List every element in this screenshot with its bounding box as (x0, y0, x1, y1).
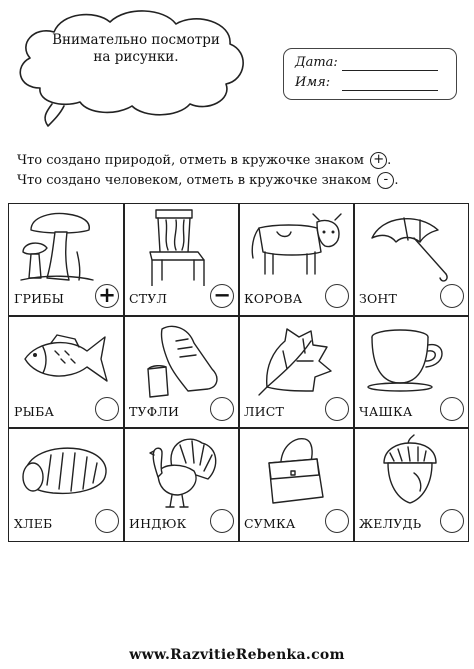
cloud-line-2: на рисунки. (93, 49, 179, 65)
answer-circle[interactable]: + (95, 284, 119, 308)
picture-grid (8, 203, 469, 542)
name-label: Имя: (295, 75, 331, 90)
cell-bread (9, 429, 124, 542)
name-field[interactable] (342, 90, 438, 91)
minus-symbol: - (377, 172, 394, 189)
cell-label: ЖЕЛУДЬ (359, 516, 422, 531)
shoes-icon (132, 321, 232, 399)
leaf-icon (247, 321, 347, 399)
cell-shoes (124, 317, 239, 430)
mushrooms-icon (17, 208, 117, 286)
answer-circle[interactable] (325, 509, 349, 533)
instruction-human-text: Что создано человеком, отметь в кружочке знаком (17, 173, 372, 188)
instruction-nature: Что создано природой, отметь в кружочке знаком + . (17, 152, 392, 168)
bag-icon (247, 433, 347, 511)
cell-label: СУМКА (244, 516, 296, 531)
cup-icon (362, 321, 462, 399)
cell-label: КОРОВА (244, 291, 303, 306)
cow-icon (247, 208, 347, 286)
cell-umbrella (354, 204, 469, 317)
cell-label: ТУФЛИ (129, 404, 180, 419)
date-field[interactable] (342, 70, 438, 71)
bread-icon (17, 433, 117, 511)
cell-chair (124, 204, 239, 317)
cell-fish (9, 317, 124, 430)
cloud-text (36, 32, 236, 66)
answer-circle[interactable] (95, 509, 119, 533)
instruction-nature-text: Что создано природой, отметь в кружочке знаком (17, 153, 365, 168)
instruction-human: Что создано человеком, отметь в кружочке знаком - . (17, 172, 399, 188)
answer-circle[interactable]: − (210, 284, 234, 308)
cell-mushrooms (9, 204, 124, 317)
answer-circle[interactable] (325, 397, 349, 421)
turkey-icon (132, 433, 232, 511)
cell-label: ЧАШКА (359, 404, 413, 419)
umbrella-icon (362, 208, 462, 286)
thought-cloud (0, 0, 258, 132)
cell-label: СТУЛ (129, 291, 168, 306)
cell-label: ИНДЮК (129, 516, 187, 531)
footer-site[interactable]: www.RazvitieRebenka.com (129, 647, 345, 663)
cell-acorn (354, 429, 469, 542)
answer-circle[interactable] (325, 284, 349, 308)
cell-label: ГРИБЫ (14, 291, 65, 306)
date-label: Дата: (295, 55, 338, 70)
plus-symbol: + (370, 152, 387, 169)
cell-turkey (124, 429, 239, 542)
answer-circle[interactable] (210, 509, 234, 533)
answer-circle[interactable] (440, 397, 464, 421)
chair-icon (132, 208, 232, 286)
answer-circle[interactable] (210, 397, 234, 421)
date-name-box (283, 48, 457, 100)
cell-label: ЗОНТ (359, 291, 398, 306)
cell-label: ЛИСТ (244, 404, 285, 419)
answer-circle[interactable] (440, 509, 464, 533)
cell-cow (239, 204, 354, 317)
cloud-line-1: Внимательно посмотри (52, 32, 220, 48)
cell-bag (239, 429, 354, 542)
cell-label: РЫБА (14, 404, 55, 419)
cell-label: ХЛЕБ (14, 516, 53, 531)
answer-circle[interactable] (95, 397, 119, 421)
fish-icon (17, 321, 117, 399)
acorn-icon (362, 433, 462, 511)
cell-leaf (239, 317, 354, 430)
cell-cup (354, 317, 469, 430)
answer-circle[interactable] (440, 284, 464, 308)
